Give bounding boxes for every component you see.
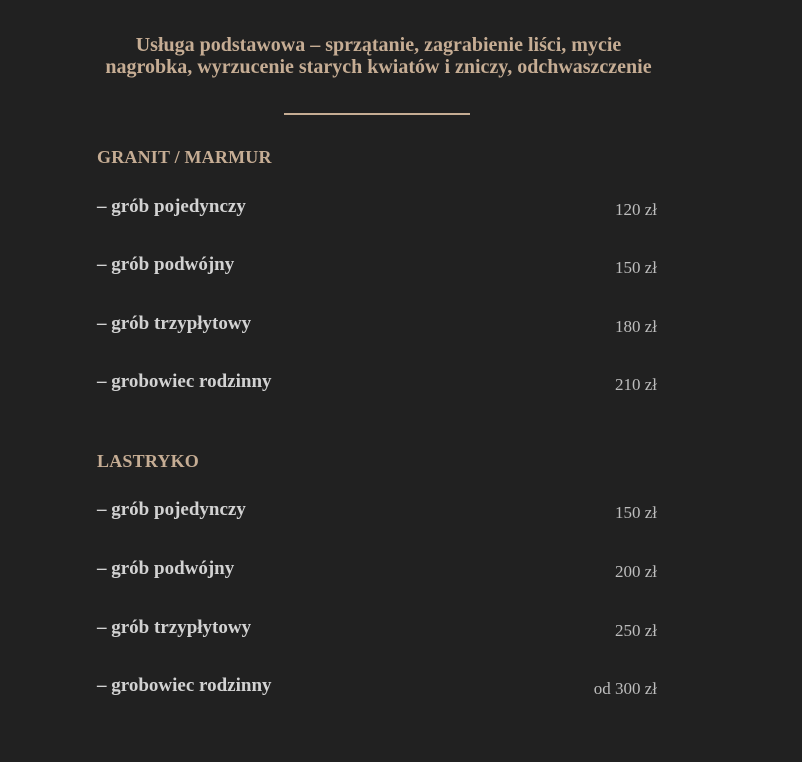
- service-price: 250 zł: [614, 621, 657, 640]
- price-row: [97, 254, 657, 280]
- service-name: – grób trzypłytowy: [97, 313, 252, 334]
- service-price: 210 zł: [614, 375, 657, 394]
- service-name: – grobowiec rodzinny: [97, 675, 272, 696]
- price-row: [97, 313, 657, 339]
- price-row: [97, 499, 657, 525]
- service-price: 180 zł: [614, 317, 657, 336]
- section-heading-lastryko: LASTRYKO: [97, 451, 199, 471]
- service-name: – grób pojedynczy: [97, 499, 246, 520]
- service-name: – grób pojedynczy: [97, 196, 246, 217]
- section-heading-granit: GRANIT / MARMUR: [97, 147, 272, 167]
- price-row: [97, 675, 657, 701]
- service-price: 200 zł: [614, 562, 657, 581]
- price-row: [97, 617, 657, 643]
- service-name: – grobowiec rodzinny: [97, 371, 272, 392]
- service-price: 120 zł: [614, 200, 657, 219]
- service-price: od 300 zł: [593, 679, 657, 698]
- service-name: – grób trzypłytowy: [97, 617, 252, 638]
- price-row: [97, 371, 657, 397]
- service-name: – grób podwójny: [97, 254, 235, 275]
- service-price: 150 zł: [614, 503, 657, 522]
- title-divider: [284, 113, 470, 115]
- price-row: [97, 558, 657, 584]
- price-row: [97, 196, 657, 222]
- service-title: Usługa podstawowa – sprzątanie, zagrabienie liści, mycie nagrobka, wyrzucenie starych kwiatów i zniczy, odchwaszczenie: [105, 34, 652, 78]
- service-name: – grób podwójny: [97, 558, 235, 579]
- service-price: 150 zł: [614, 258, 657, 277]
